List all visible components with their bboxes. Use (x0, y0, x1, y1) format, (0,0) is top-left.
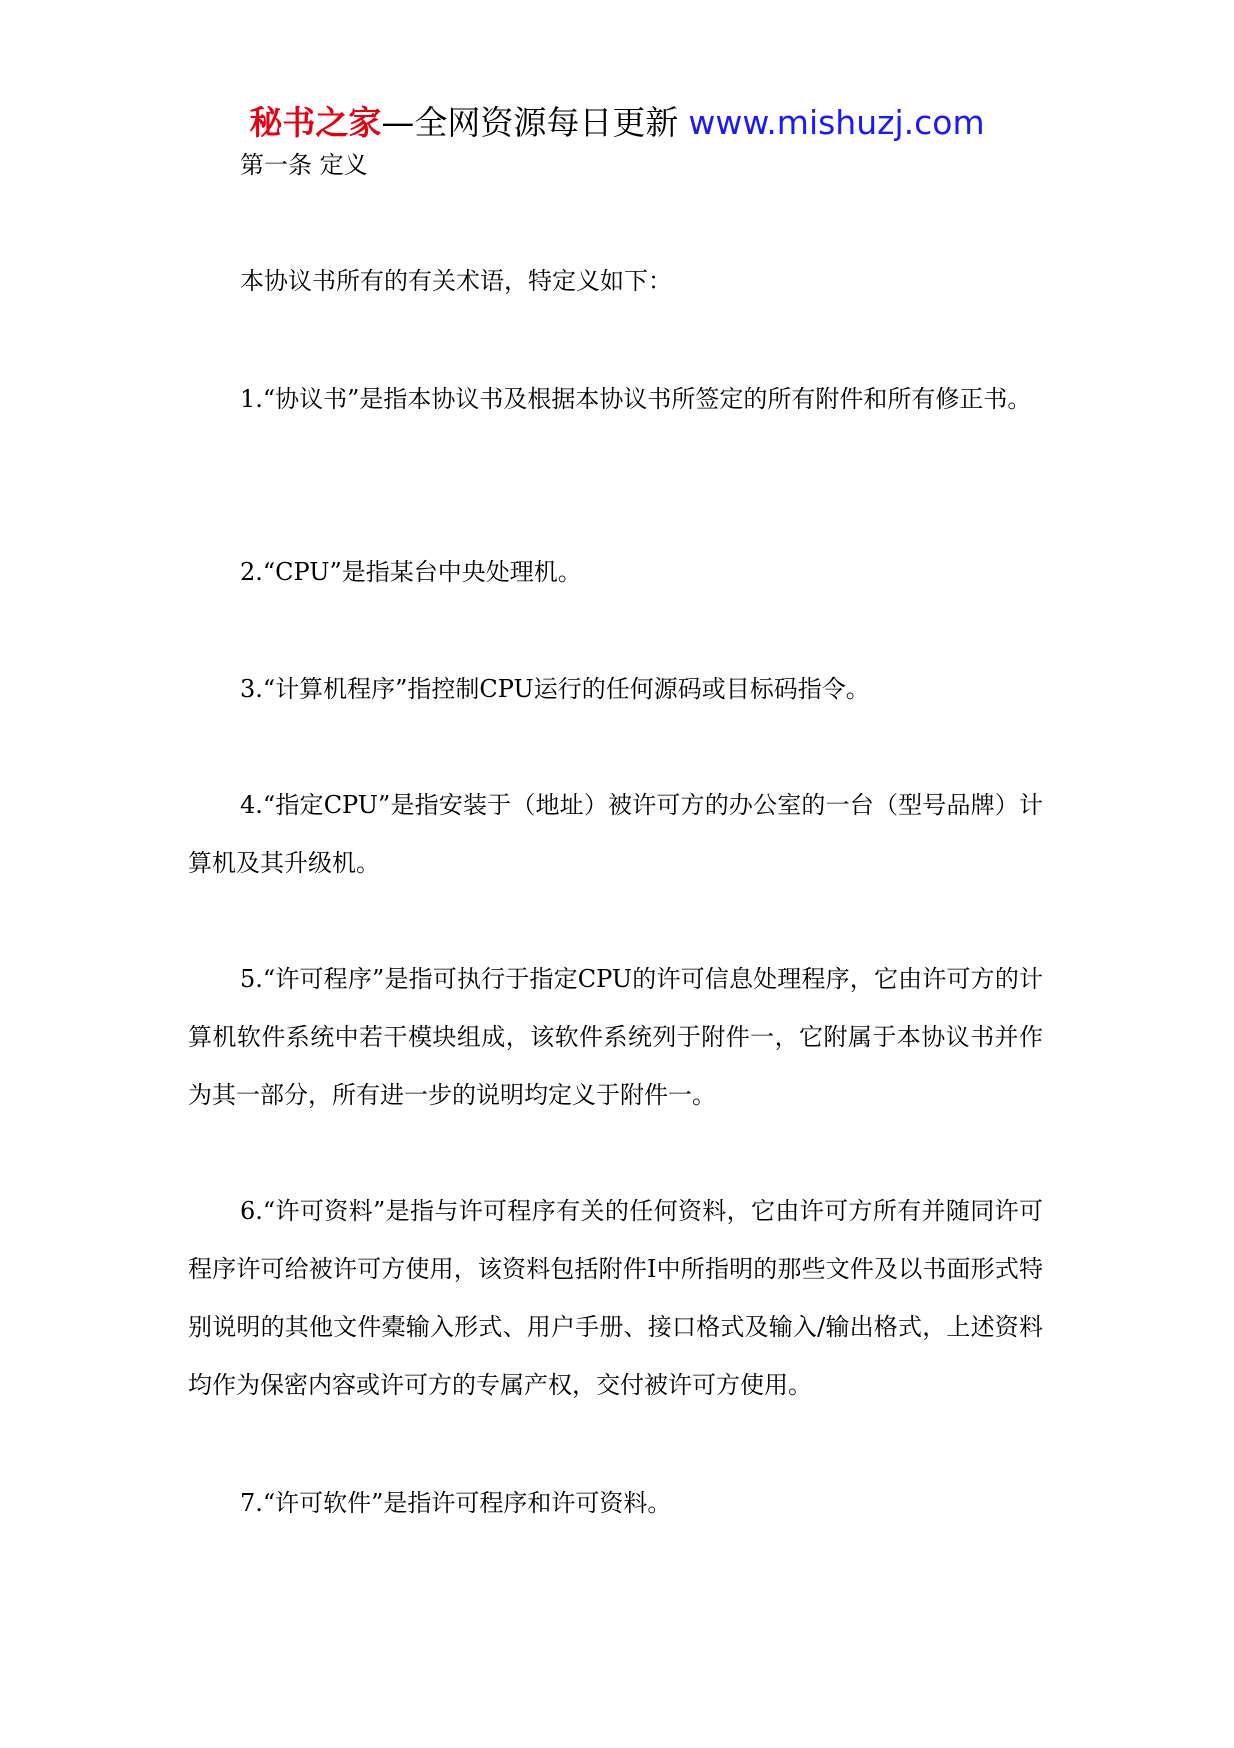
definition-item-1: 1.“协议书”是指本协议书及根据本协议书所签定的所有附件和所有修正书。 (240, 385, 1032, 413)
definition-item-5: 5.“许可程序”是指可执行于指定CPU的许可信息处理程序，它由许可方的计算机软件系统中若干模块组成，该软件系统列于附件一，它附属于本协议书并作为其一部分，所有进一步的说明均定义于附件一。 (188, 965, 1043, 1109)
definition-item-3: 3.“计算机程序”指控制CPU运行的任何源码或目标码指令。 (240, 675, 870, 703)
site-brand: 秘书之家 (249, 103, 382, 142)
definition-item-2: 2.“CPU”是指某台中央处理机。 (240, 558, 582, 586)
site-url-link[interactable]: www.mishuzj.com (688, 103, 985, 142)
definition-item-6: 6.“许可资料”是指与许可程序有关的任何资料，它由许可方所有并随同许可程序许可给被许可方使用，该资料包括附件I中所指明的那些文件及以书面形式特别说明的其他文件橐输入形式、用户手册、接口格式及输入/输出格式，上述资料均作为保密内容或许可方的专属产权，交付被许可方使用。 (188, 1197, 1043, 1399)
article-heading: 第一条 定义 (240, 151, 368, 179)
definition-item-4: 4.“指定CPU”是指安装于（地址）被许可方的办公室的一台（型号品牌）计算机及其升级机。 (188, 791, 1043, 877)
definition-item-7: 7.“许可软件”是指许可程序和许可资料。 (240, 1489, 672, 1517)
site-banner (0, 98, 1234, 148)
site-tagline: —全网资源每日更新 (381, 103, 679, 142)
intro-paragraph: 本协议书所有的有关术语，特定义如下： (240, 267, 672, 295)
